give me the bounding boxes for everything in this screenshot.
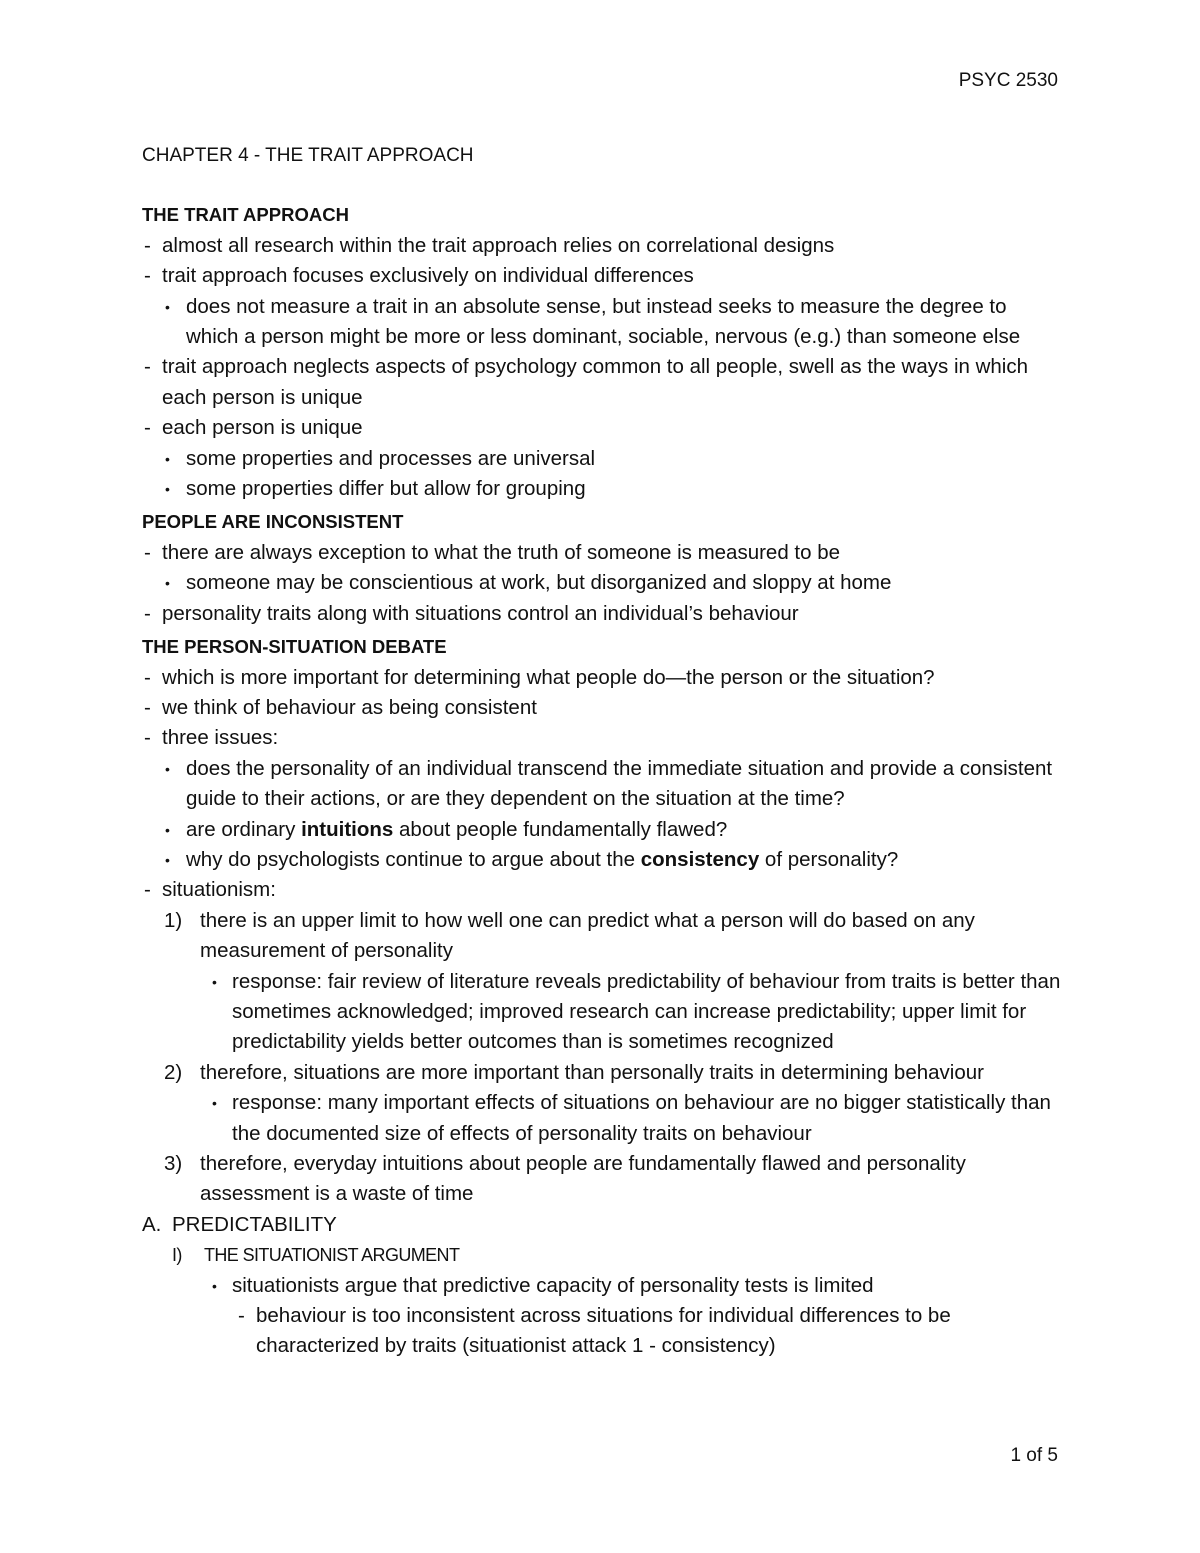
section-heading-person-situation: THE PERSON-SITUATION DEBATE: [142, 636, 447, 658]
section-heading-people-inconsistent: PEOPLE ARE INCONSISTENT: [142, 511, 404, 533]
item-text: PREDICTABILITY: [172, 1212, 337, 1236]
item-number: 3): [164, 1152, 183, 1175]
list-item: - which is more important for determining what people do—the person or the situation?: [142, 663, 1062, 693]
bullet-item: • response: many important effects of situations on behaviour are no bigger statistically than the documented size of effects of personality traits on behaviour: [142, 1088, 1062, 1149]
list-item: - we think of behaviour as being consistent: [142, 693, 1062, 723]
bullet-item: • situationists argue that predictive capacity of personality tests is limited: [142, 1271, 1062, 1301]
list-item: - trait approach focuses exclusively on individual differences: [142, 261, 1062, 291]
item-text: therefore, situations are more important than personally traits in determining behaviour: [200, 1060, 984, 1084]
document-body: [142, 141, 1062, 1362]
list-item: - three issues:: [142, 723, 1062, 753]
chapter-title: CHAPTER 4 - THE TRAIT APPROACH: [142, 145, 474, 166]
list-item: - there are always exception to what the truth of someone is measured to be: [142, 538, 1062, 568]
page-number: 1 of 5: [1010, 1445, 1058, 1466]
bullet-item: • someone may be conscientious at work, but disorganized and sloppy at home: [142, 568, 1062, 598]
page-header-course: PSYC 2530: [958, 70, 1058, 91]
list-item: - situationism:: [142, 875, 1062, 905]
bold-term-intuitions: intuitions: [301, 817, 394, 841]
bullet-item: • some properties differ but allow for grouping: [142, 474, 1062, 504]
bold-term-consistency: consistency: [640, 847, 760, 871]
bullet-text: about people fundamentally flawed?: [393, 817, 728, 841]
bullet-item: • does the personality of an individual transcend the immediate situation and provide a consistent guide to their actions, or are they dependent on the situation at the time?: [142, 754, 1062, 815]
item-text: therefore, everyday intuitions about people are fundamentally flawed and personality assessment is a waste of time: [200, 1152, 966, 1206]
bullet-text: are ordinary: [186, 817, 302, 841]
list-item: - behaviour is too inconsistent across situations for individual differences to be characterized by traits (situationist attack 1 - consistency): [142, 1301, 1062, 1362]
item-text: THE SITUATIONIST ARGUMENT: [204, 1245, 460, 1266]
list-item: - each person is unique: [142, 413, 1062, 443]
item-number: 1): [164, 908, 183, 932]
numbered-item: [142, 906, 1062, 967]
item-number: 2): [164, 1060, 183, 1084]
bullet-item: [142, 815, 1062, 845]
item-text: there is an upper limit to how well one can predict what a person will do based on any measurement of personality: [200, 908, 975, 963]
list-item: - almost all research within the trait approach relies on correlational designs: [142, 231, 1062, 261]
bullet-item: • some properties and processes are universal: [142, 444, 1062, 474]
section-heading-trait-approach: THE TRAIT APPROACH: [142, 204, 349, 226]
item-numeral: I): [172, 1245, 182, 1266]
bullet-text: why do psychologists continue to argue about the: [186, 847, 641, 871]
numbered-item: [142, 1058, 1062, 1088]
list-item: - trait approach neglects aspects of psychology common to all people, swell as the ways in which each person is unique: [142, 352, 1062, 413]
bullet-item: • does not measure a trait in an absolute sense, but instead seeks to measure the degree to which a person might be more or less dominant, sociable, nervous (e.g.) than someone else: [142, 292, 1062, 353]
numbered-item: [142, 1149, 1062, 1210]
bullet-item: • response: fair review of literature reveals predictability of behaviour from traits is better than sometimes acknowledged; improved research can increase predictability; upper limit for predictability yields better outcomes than is sometimes recognized: [142, 967, 1062, 1058]
bullet-text: of personality?: [759, 847, 899, 871]
outline-item-a: [142, 1210, 1062, 1240]
bullet-item: [142, 845, 1062, 875]
item-letter: A.: [142, 1212, 162, 1236]
outline-item-i: [142, 1240, 1062, 1270]
list-item: - personality traits along with situations control an individual’s behaviour: [142, 599, 1062, 629]
